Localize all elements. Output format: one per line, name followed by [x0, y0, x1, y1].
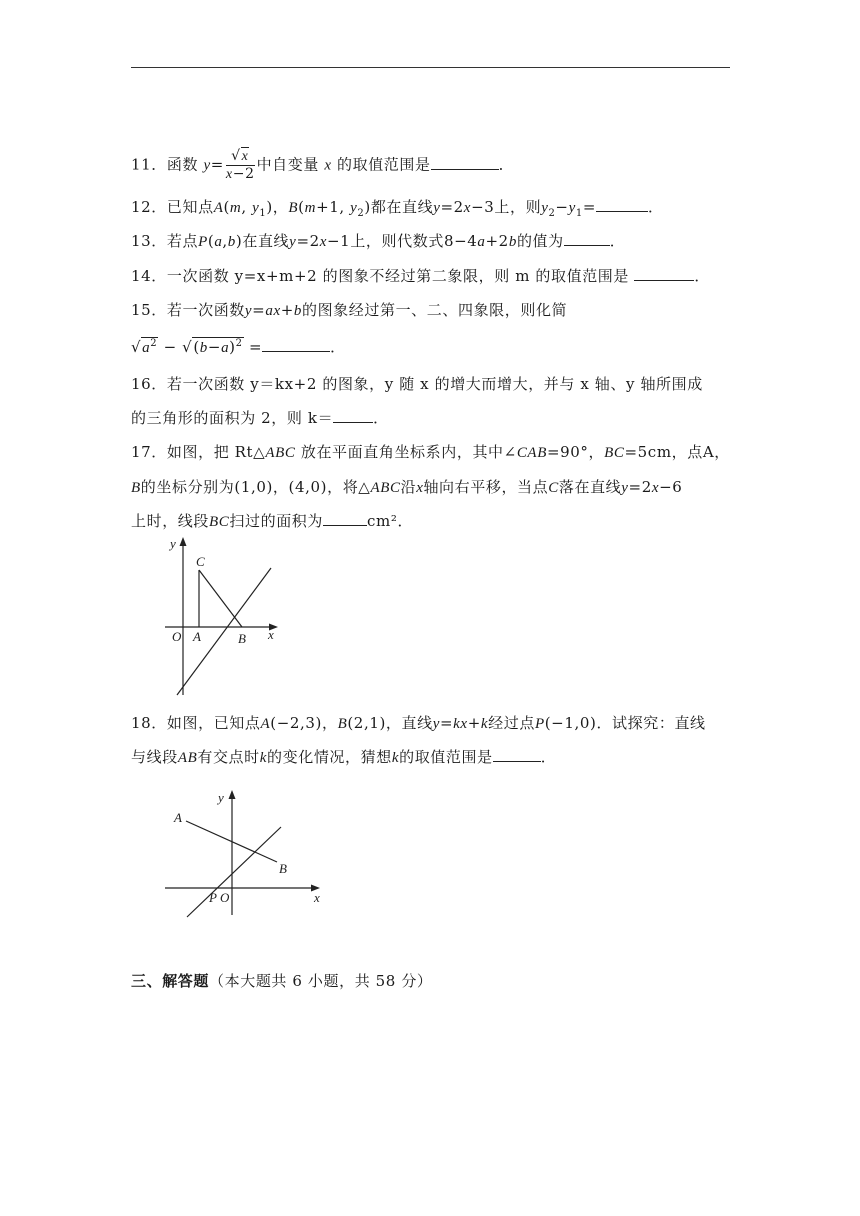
q12-tail: 上，则	[494, 198, 542, 216]
q15-pre: 若一次函数	[166, 301, 245, 319]
answer-blank[interactable]	[564, 231, 610, 246]
q16-line1: 若一次函数 y＝kx+2 的图象，y 随 x 的增大而增大，并与 x 轴、y 轴所围成	[166, 375, 703, 393]
figure-17	[160, 535, 290, 700]
label-b: B	[279, 861, 287, 876]
q12-mid: 都在直线	[370, 198, 434, 216]
q13-tail2: 的值为	[516, 232, 564, 250]
q17-1a: 如图，把 Rt△	[166, 443, 266, 461]
question-number: 17．	[131, 443, 167, 461]
label-y: y	[170, 536, 176, 551]
question-number: 15．	[131, 301, 167, 319]
answer-blank[interactable]	[333, 408, 373, 423]
q17-2b: ，将	[327, 478, 359, 496]
fraction: $\frac{√x}{x-2}$	[225, 148, 255, 182]
segment-cb	[199, 570, 242, 627]
question-17-line2: B的坐标分别为(1,0)，(4,0)，将△ABC沿x轴向右平移，当点C落在直线y=2x−6	[131, 478, 683, 496]
q17-1c: ，点	[671, 443, 703, 461]
q12-pre: 已知点	[166, 198, 214, 216]
q17-end: ．	[397, 512, 414, 530]
header-rule	[131, 67, 730, 68]
q18-1a: 如图，已知点	[166, 714, 261, 732]
question-13: 13．若点P(a,b)在直线y=2x−1上，则代数式8−4a+2b的值为 ．	[131, 232, 626, 250]
section-3-heading	[131, 971, 433, 991]
q16-line2: 的三角形的面积为 2，则 k＝	[131, 409, 334, 427]
q16-end: ．	[373, 409, 389, 427]
question-12: 12．已知点A(m, $y_1$)，B(m+1, $y_2$)都在直线y=2x−3上，则$y_2-y_1=$ ．	[131, 198, 664, 219]
question-number: 13．	[131, 232, 167, 250]
answer-blank[interactable]	[323, 511, 367, 526]
q13-end: ．	[609, 232, 626, 250]
question-15-line2: $√a^2 - √(b-a)^2$ = ．	[131, 338, 346, 356]
figure-18	[165, 785, 335, 920]
question-17: 17．如图，把 Rt△ABC 放在平面直角坐标系内，其中∠CAB=90°，BC=5cm，点A，	[131, 443, 730, 461]
question-number: 18．	[131, 714, 167, 732]
y-axis-arrow	[180, 537, 187, 546]
label-x: x	[314, 890, 320, 905]
question-16	[131, 374, 703, 394]
label-o: O	[220, 890, 230, 905]
answer-blank[interactable]	[262, 337, 330, 352]
label-o: O	[172, 629, 182, 644]
section-note: （本大题共 6 小题，共 58 分）	[209, 972, 433, 990]
q13-tail: 上，则代数式	[350, 232, 444, 250]
q11-var: x	[324, 157, 332, 174]
q17-3a: 上时，线段	[131, 512, 210, 530]
section-title: 三、解答题	[131, 972, 210, 990]
q15-end: ．	[330, 338, 346, 356]
q17-1b: 放在平面直角坐标系内，其中	[300, 443, 504, 461]
answer-blank[interactable]	[431, 155, 499, 170]
label-y: y	[218, 790, 224, 805]
label-a: A	[193, 629, 201, 644]
q17-2a: 的坐标分别为	[140, 478, 235, 496]
q18-1c: 经过点	[488, 714, 535, 732]
q17-2d: 轴向右平移，当点	[423, 478, 549, 496]
q18-2a: 与线段	[131, 748, 178, 766]
q17-3b: 扫过的面积为	[229, 512, 323, 530]
label-b: B	[238, 631, 246, 646]
q11-pre: 函数	[166, 155, 199, 174]
q18-2c: 的变化情况，猜想	[267, 748, 392, 766]
q18-1d: ．试探究：直线	[596, 714, 706, 732]
answer-blank[interactable]	[493, 747, 541, 762]
label-p: P	[209, 890, 217, 905]
q18-2b: 有交点时	[197, 748, 260, 766]
q13-pre: 若点	[166, 232, 199, 250]
label-c: C	[196, 554, 205, 569]
question-17-line3: 上时，线段BC扫过的面积为 cm²．	[131, 512, 414, 530]
q12-end: ．	[648, 198, 664, 216]
question-number: 12．	[131, 198, 167, 216]
q17-2c: 沿	[400, 478, 417, 496]
question-11: 11．函数 y= $\frac{√x}{x-2}$ 中自变量 x 的取值范围是 ．	[131, 148, 515, 182]
question-number: 16．	[131, 375, 167, 393]
answer-blank[interactable]	[634, 266, 694, 281]
line-through-p	[187, 827, 281, 917]
question-14	[131, 266, 710, 286]
line-y2x-6	[177, 568, 271, 695]
q14-end: ．	[694, 267, 710, 285]
q14-text: 一次函数 y=x+m+2 的图象不经过第二象限，则 m 的取值范围是	[166, 267, 629, 285]
question-16-line2	[131, 408, 389, 428]
q18-1b: ，直线	[385, 714, 433, 732]
question-18-line2: 与线段AB有交点时k的变化情况，猜想k的取值范围是 ．	[131, 748, 557, 766]
q17-2e: 落在直线	[558, 478, 622, 496]
label-x: x	[268, 627, 274, 642]
question-number: 11．	[131, 155, 167, 174]
label-a: A	[174, 810, 182, 825]
q17-unit: cm²	[367, 512, 398, 530]
q18-2d: 的取值范围是	[399, 748, 493, 766]
q11-tail: 的取值范围是	[337, 155, 431, 174]
question-number: 14．	[131, 267, 167, 285]
question-18: 18．如图，已知点A(−2,3)，B(2,1)，直线y=kx+k经过点P(−1,0)．试探究：直线	[131, 714, 706, 732]
q15-tail: 的图象经过第一、二、四象限，则化简	[301, 301, 568, 319]
q11-post: 中自变量	[256, 155, 319, 174]
q11-end: ．	[498, 155, 515, 174]
q13-mid: 在直线	[242, 232, 290, 250]
q18-end: ．	[540, 748, 557, 766]
question-15: 15．若一次函数y=ax+b的图象经过第一、二、四象限，则化简	[131, 301, 568, 319]
y-axis-arrow	[229, 790, 236, 799]
answer-blank[interactable]	[596, 197, 648, 212]
